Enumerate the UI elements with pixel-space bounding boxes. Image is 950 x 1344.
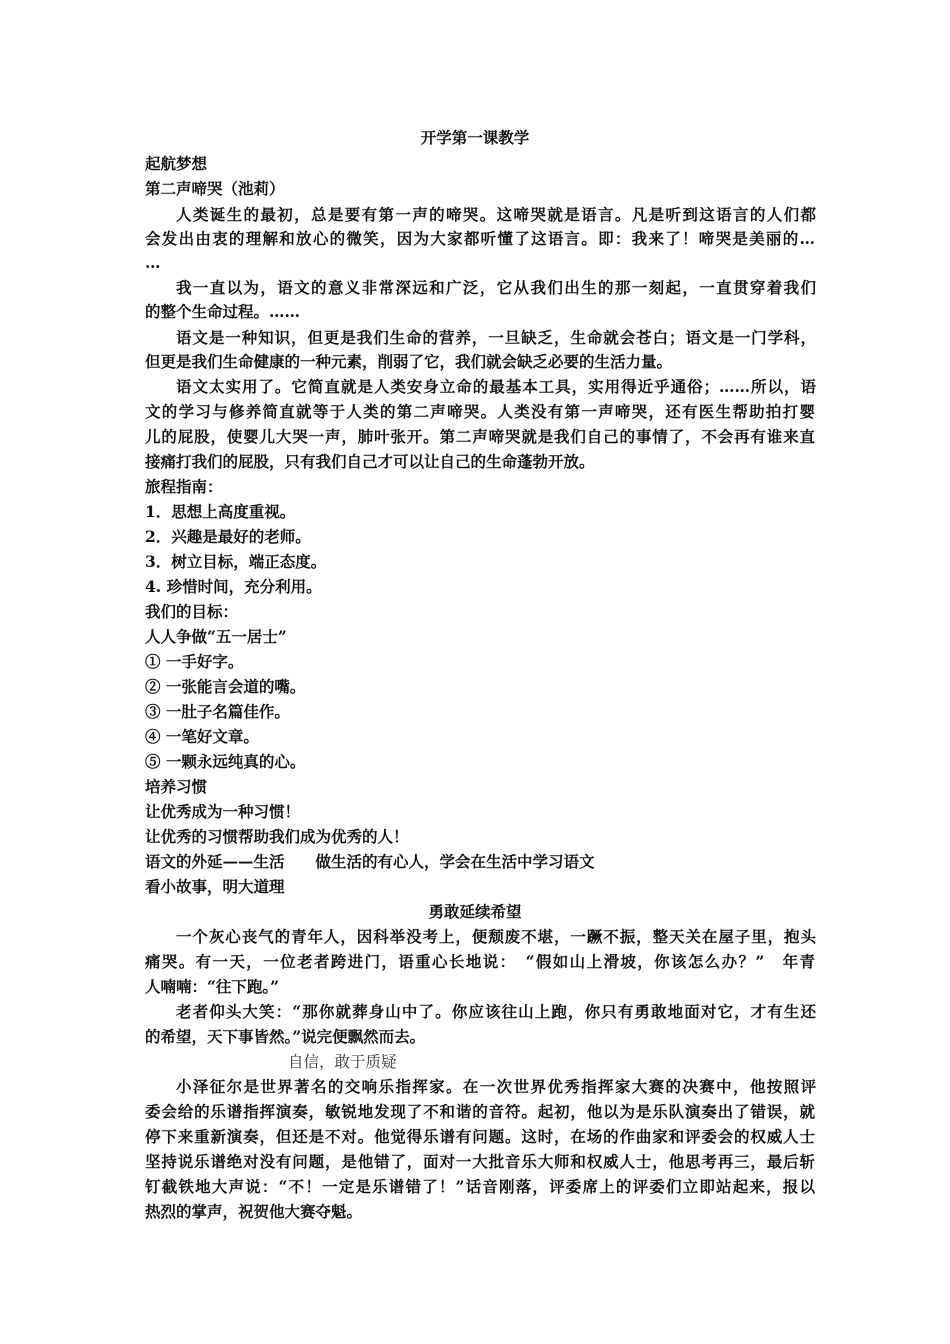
paragraph-line: 钉截铁地大声说：“不！一定是乐谱错了！”话音刚落，评委席上的评委们立即站起来，报以 (145, 1177, 815, 1196)
list-item: ① 一手好字。 (145, 652, 244, 671)
section-heading: 培养习惯 (145, 777, 208, 796)
paragraph-line: 委会给的乐谱指挥演奏，敏锐地发现了不和谐的音符。起初，他以为是乐队演奏出了错误，就 (145, 1102, 815, 1121)
list-item: 4. 珍惜时间，充分利用。 (145, 577, 322, 596)
list-item: ② 一张能言会道的嘴。 (145, 677, 306, 696)
list-item: ③ 一肚子名篇佳作。 (145, 702, 290, 721)
paragraph-line: 痛哭。有一天，一位老者跨进门，语重心长地说： “假如山上滑坡，你该怎么办？” 年青 (145, 952, 815, 971)
paragraph-line: 会发出由衷的理解和放心的微笑，因为大家都听懂了这语言。即：我来了！啼哭是美丽的… (145, 229, 815, 248)
paragraph-line: 热烈的掌声，祝贺他大赛夺魁。 (145, 1202, 363, 1221)
paragraph-line: 人类诞生的最初，总是要有第一声的啼哭。这啼哭就是语言。凡是听到这语言的人们都 (176, 205, 816, 224)
paragraph-line: 语文是一种知识，但更是我们生命的营养，一旦缺乏，生命就会苍白；语文是一门学科， (176, 328, 816, 347)
text-line: 让优秀成为一种习惯！ (145, 802, 301, 821)
paragraph-line: 的希望，天下事皆然。”说完便飘然而去。 (145, 1027, 426, 1046)
paragraph-line: 坚持说乐谱绝对没有问题，是他错了，面对一大批音乐大师和权威人士，他思考再三，最后斩 (145, 1152, 815, 1171)
section-heading: 起航梦想 (145, 154, 208, 173)
paragraph-line: 我一直以为，语文的意义非常深远和广泛，它从我们出生的那一刻起，一直贯穿着我们 (176, 278, 816, 297)
paragraph-line: 人喃喃：“往下跑。” (145, 977, 280, 996)
text-line: 让优秀的习惯帮助我们成为优秀的人！ (145, 827, 409, 846)
story-title: 勇敢延续希望 (428, 902, 522, 921)
paragraph-line: 一个灰心丧气的青年人，因科举没考上，便颓废不堪，一蹶不振，整天关在屋子里，抱头 (176, 927, 816, 946)
section-heading: 我们的目标： (145, 602, 239, 621)
article-title: 第二声啼哭（池莉） (145, 179, 285, 198)
paragraph-line: 小泽征尔是世界著名的交响乐指挥家。在一次世界优秀指挥家大赛的决赛中，他按照评 (176, 1077, 816, 1096)
list-item: ④ 一笔好文章。 (145, 727, 259, 746)
paragraph-line: 接痛打我们的屁股，只有我们自己才可以让自己的生命蓬勃开放。 (145, 452, 595, 471)
list-item: ⑤ 一颗永远纯真的心。 (145, 752, 306, 771)
paragraph-line: 语文太实用了。它简直就是人类安身立命的最基本工具，实用得近乎通俗；……所以，语 (176, 377, 816, 396)
paragraph-line: 文的学习与修养简直就等于人类的第二声啼哭。人类没有第一声啼哭，还有医生帮助拍打婴 (145, 402, 815, 421)
text-line: 语文的外延——生活 做生活的有心人，学会在生活中学习语文 (145, 852, 595, 871)
document-title: 开学第一课教学 (420, 128, 530, 147)
paragraph-line: 老者仰头大笑：“那你就葬身山中了。你应该往山上跑，你只有勇敢地面对它，才有生还 (176, 1002, 816, 1021)
paragraph-line: 停下来重新演奏，但还是不对。他觉得乐谱有问题。这时，在场的作曲家和评委会的权威人士 (145, 1127, 815, 1146)
story-title: 自信，敢于质疑 (288, 1053, 397, 1071)
subheading: 人人争做“五一居士” (145, 627, 287, 646)
list-item: 2．兴趣是最好的老师。 (145, 527, 311, 546)
section-heading: 看小故事，明大道理 (145, 877, 285, 896)
list-item: 3．树立目标，端正态度。 (145, 552, 327, 571)
paragraph-line: 但更是我们生命健康的一种元素，削弱了它，我们就会缺乏必要的生活力量。 (145, 352, 673, 371)
list-item: 1．思想上高度重视。 (145, 502, 296, 521)
paragraph-line: 的整个生命过程。…… (145, 302, 301, 321)
section-heading: 旅程指南： (145, 477, 223, 496)
paragraph-line: 儿的屁股，使婴儿大哭一声，肺叶张开。第二声啼哭就是我们自己的事情了，不会再有谁来直 (145, 427, 815, 446)
paragraph-line: … (145, 253, 161, 272)
